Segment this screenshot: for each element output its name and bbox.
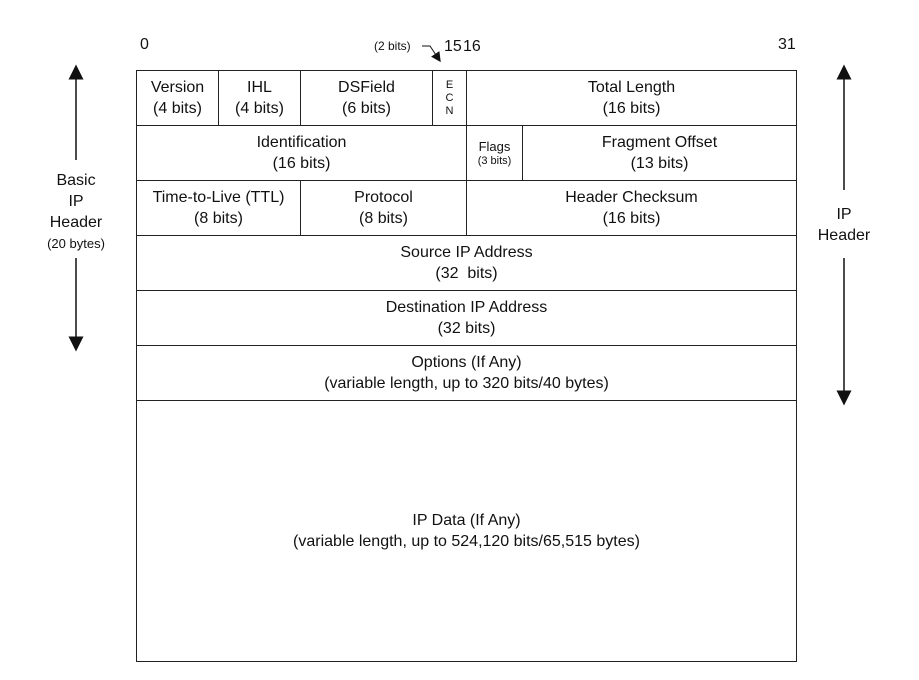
version-bits: (4 bits) — [153, 100, 202, 117]
identification-bits: (16 bits) — [272, 155, 331, 172]
options-length: (variable length, up to 320 bits/40 bytes) — [324, 375, 609, 392]
bit-label-0: 0 — [140, 36, 149, 53]
right-label-line2: Header — [817, 227, 871, 244]
ip-data-field — [136, 400, 797, 662]
ihl-bits: (4 bits) — [235, 100, 284, 117]
fragment-offset-label: Fragment Offset — [601, 134, 718, 151]
right-label-line1: IP — [836, 206, 852, 223]
total-length-field — [466, 70, 797, 126]
bit-label-31: 31 — [778, 36, 796, 53]
version-label: Version — [150, 79, 205, 96]
dsfield-label: DSField — [338, 79, 395, 96]
ecn-letter-n: N — [445, 104, 454, 117]
total-length-bits: (16 bits) — [602, 100, 661, 117]
fragment-offset-bits: (13 bits) — [630, 155, 689, 172]
source-ip-field — [136, 235, 797, 291]
dsfield-field — [300, 70, 433, 126]
total-length-label: Total Length — [587, 79, 676, 96]
protocol-label: Protocol — [354, 189, 413, 206]
left-label-line2: IP — [68, 193, 84, 210]
header-checksum-field — [466, 180, 797, 236]
destination-ip-bits: (32 bits) — [437, 320, 496, 337]
dsfield-bits: (6 bits) — [342, 100, 391, 117]
source-ip-bits: (32 bits) — [435, 265, 498, 282]
right-side-label — [814, 204, 874, 246]
ttl-field — [136, 180, 301, 236]
left-label-line3: Header — [49, 214, 103, 231]
flags-field — [466, 125, 523, 181]
destination-ip-field — [136, 290, 797, 346]
identification-label: Identification — [256, 134, 347, 151]
left-label-line4: (20 bytes) — [47, 236, 105, 251]
ihl-label: IHL — [247, 79, 272, 96]
bit-label-16: 16 — [463, 38, 481, 55]
source-ip-label: Source IP Address — [400, 244, 533, 261]
left-label-line1: Basic — [56, 172, 96, 189]
flags-bits: (3 bits) — [477, 155, 512, 167]
protocol-bits: (8 bits) — [359, 210, 408, 227]
protocol-field — [300, 180, 467, 236]
ecn-field — [432, 70, 467, 126]
ttl-label: Time-to-Live (TTL) — [152, 189, 285, 206]
ip-data-label: IP Data (If Any) — [412, 512, 521, 529]
ecn-letter-e: E — [445, 78, 454, 91]
ihl-field — [218, 70, 301, 126]
ip-data-length: (variable length, up to 524,120 bits/65,515 bytes) — [293, 533, 640, 550]
version-field — [136, 70, 219, 126]
header-checksum-label: Header Checksum — [565, 189, 698, 206]
bit-label-15: 15 — [444, 38, 462, 55]
two-bits-pointer — [422, 46, 438, 58]
left-side-label — [36, 170, 116, 254]
flags-label: Flags — [478, 139, 511, 154]
destination-ip-label: Destination IP Address — [385, 299, 548, 316]
ecn-letter-c: C — [445, 91, 454, 104]
identification-field — [136, 125, 467, 181]
fragment-offset-field — [522, 125, 797, 181]
options-field — [136, 345, 797, 401]
two-bits-note: (2 bits) — [374, 39, 411, 53]
header-checksum-bits: (16 bits) — [602, 210, 661, 227]
ttl-bits: (8 bits) — [194, 210, 243, 227]
options-label: Options (If Any) — [411, 354, 522, 371]
